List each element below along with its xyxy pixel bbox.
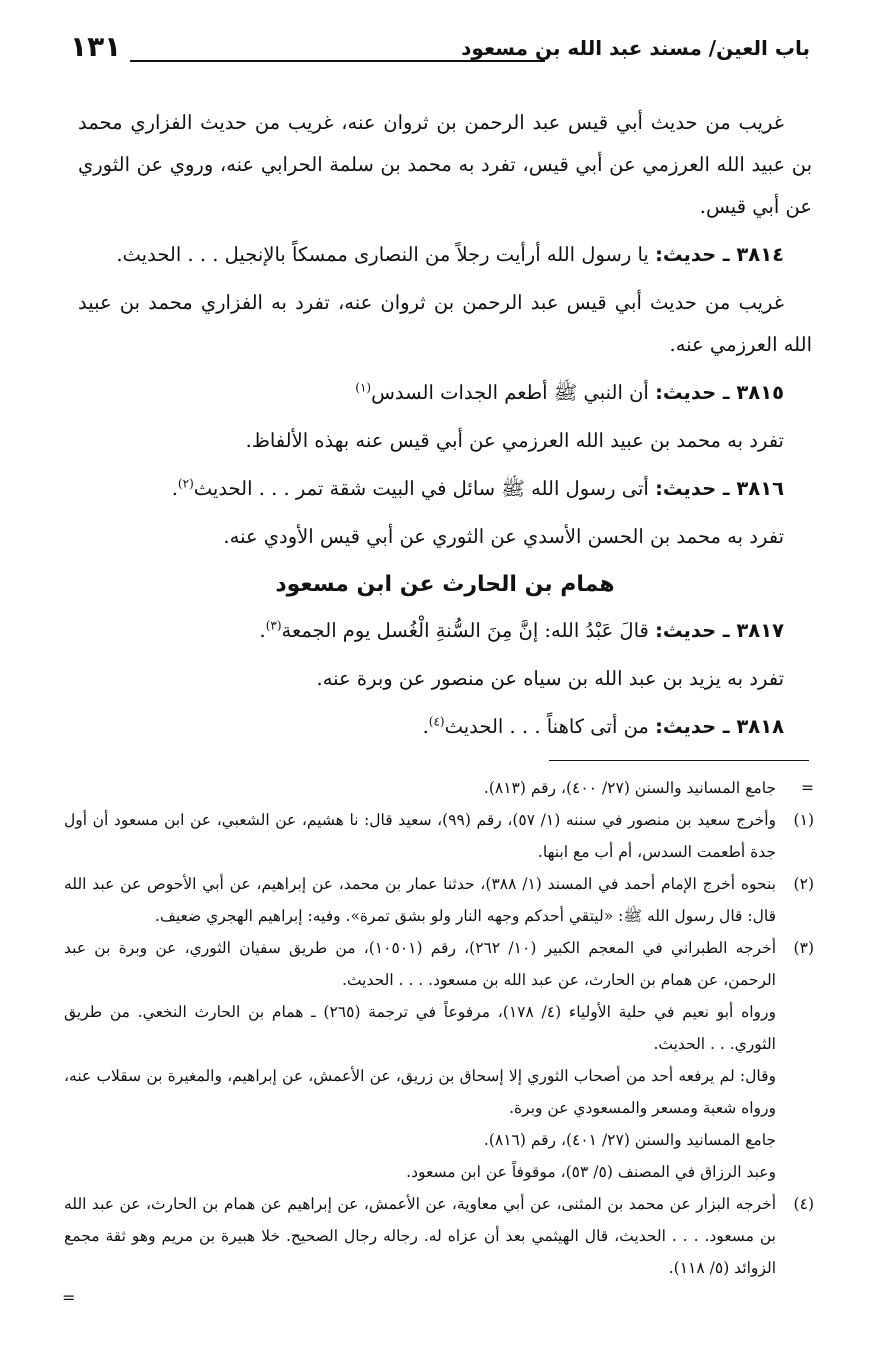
main-text [78, 102, 812, 754]
hadith-number: ٣٨١٧ ـ حديث: [655, 619, 784, 642]
footnote-line: وأخرج سعيد بن منصور في سننه (١/ ٥٧)، رقم (٩٩)، سعيد قال: نا هشيم، عن الشعبي، عن ابن مسعود أن أول جدة أطعمت السدس، أم أب مع ابنها. [64, 811, 777, 861]
hadith-number: ٣٨١٦ ـ حديث: [655, 477, 784, 500]
hadith-number: ٣٨١٤ ـ حديث: [655, 243, 784, 266]
header-rule [130, 60, 545, 62]
footnote-mark: = [801, 779, 814, 797]
footnote-mark: (٤) [793, 1195, 814, 1213]
footnote-line: وعبد الرزاق في المصنف (٥/ ٥٣)، موقوفاً عن ابن مسعود. [406, 1163, 776, 1181]
section-heading: همام بن الحارث عن ابن مسعود [275, 572, 615, 597]
footnote-body [64, 932, 776, 1188]
hadith-text: يا رسول الله أرأيت رجلاً من النصارى ممسكاً بالإنجيل . . . الحديث. [116, 243, 649, 266]
footnote [64, 1188, 814, 1284]
footnote-line: أخرجه البزار عن محمد بن المثنى، عن أبي معاوية، عن الأعمش، عن إبراهيم عن همام بن الحارث، عن عبد الله بن مسعود. . . . الحديث، قال الهيثمي بعد أن عزاه له. رجاله رجال الصحيح. خلا هبيرة بن مريم وهو ثقة مجمع الزوائد (٥/ ١١٨). [64, 1195, 776, 1277]
footnote-ref: (٢) [177, 476, 194, 491]
continuation-mark: = [62, 1288, 76, 1307]
footnote [64, 804, 814, 868]
paragraph: تفرد به محمد بن عبيد الله العرزمي عن أبي قيس عنه بهذه الألفاظ. [245, 429, 784, 452]
footnote-mark: (٢) [793, 875, 814, 893]
footnote [64, 772, 814, 804]
footnote-line: وقال: لم يرفعه أحد من أصحاب الثوري إلا إسحاق بن زريق، عن الأعمش، عن إبراهيم، والمغيرة بن سقلاب عنه، ورواه شعبة ومسعر والمسعودي عن وبرة. [64, 1067, 776, 1117]
period: . [422, 715, 429, 738]
page-header [70, 30, 810, 72]
footnote-line: جامع المسانيد والسنن (٢٧/ ٤٠١)، رقم (٨١٦). [483, 1131, 776, 1149]
paragraph: تفرد به محمد بن الحسن الأسدي عن الثوري عن أبي قيس الأودي عنه. [223, 525, 784, 548]
hadith-3818 [78, 706, 812, 748]
footnote-body [64, 868, 776, 932]
footnote-mark: (١) [793, 811, 814, 829]
footnote-body [64, 772, 776, 804]
hadith-number: ٣٨١٨ ـ حديث: [655, 715, 784, 738]
footnote-ref: (١) [355, 380, 372, 395]
period: . [171, 477, 178, 500]
paragraph: غريب من حديث أبي قيس عبد الرحمن بن ثروان عنه، غريب من حديث الفزاري محمد بن عبيد الله العرزمي عن أبي قيس، تفرد به محمد بن سلمة الحرابي عنه، وروي عن الثوري عن أبي قيس. [78, 111, 812, 218]
footnote-ref: (٤) [428, 714, 445, 729]
footnote [64, 932, 814, 1188]
footnotes [64, 772, 814, 1284]
hadith-text: من أتى كاهناً . . . الحديث [444, 715, 649, 738]
footnote-body [64, 804, 776, 868]
footnote-line: أخرجه الطبراني في المعجم الكبير (١٠/ ٢٦٢)، رقم (١٠٥٠١)، من طريق سفيان الثوري، عن وبرة بن عبد الرحمن، عن همام بن الحارث، عن عبد الله بن مسعود. . . . الحديث. [64, 939, 777, 989]
page-number: ١٣١ [70, 30, 122, 63]
footnote-ref: (٣) [265, 618, 282, 633]
period: . [259, 619, 266, 642]
hadith-text: قالَ عَبْدُ الله: إنَّ مِنَ السُّنةِ الْغُسل يوم الجمعة [281, 619, 649, 642]
footnote-line: ورواه أبو نعيم في حلية الأولياء (٤/ ١٧٨)، مرفوعاً في ترجمة (٢٦٥) ـ همام بن الحارث النخعي. من طريق الثوري. . . الحديث. [64, 1003, 776, 1053]
paragraph: تفرد به يزيد بن عبد الله بن سياه عن منصور عن وبرة عنه. [316, 667, 784, 690]
footnote-line: جامع المسانيد والسنن (٢٧/ ٤٠٠)، رقم (٨١٣). [483, 779, 776, 797]
hadith-number: ٣٨١٥ ـ حديث: [655, 381, 784, 404]
running-title: باب العين/ مسند عبد الله بن مسعود [461, 36, 810, 60]
hadith-3817 [78, 610, 812, 652]
footnote-line: بنحوه أخرج الإمام أحمد في المسند (١/ ٣٨٨)، حدثنا عمار بن محمد، عن إبراهيم، عن أبي الأحوص عن عبد الله قال: قال رسول الله ﷺ: «ليتقي أحدكم وجهه النار ولو بشق تمرة». وفيه: إبراهيم الهجري ضعيف. [64, 875, 776, 925]
hadith-text: أتى رسول الله ﷺ سائل في البيت شقة تمر . . . الحديث [193, 477, 649, 500]
footnote-separator [549, 760, 809, 761]
hadith-3815 [78, 372, 812, 414]
hadith-3814 [78, 234, 812, 276]
hadith-text: أن النبي ﷺ أطعم الجدات السدس [371, 381, 649, 404]
hadith-3816 [78, 468, 812, 510]
footnote-mark: (٣) [793, 939, 814, 957]
footnote [64, 868, 814, 932]
paragraph: غريب من حديث أبي قيس عبد الرحمن بن ثروان عنه، تفرد به الفزاري محمد بن عبيد الله العرزمي عنه. [78, 291, 812, 356]
footnote-body [64, 1188, 776, 1284]
